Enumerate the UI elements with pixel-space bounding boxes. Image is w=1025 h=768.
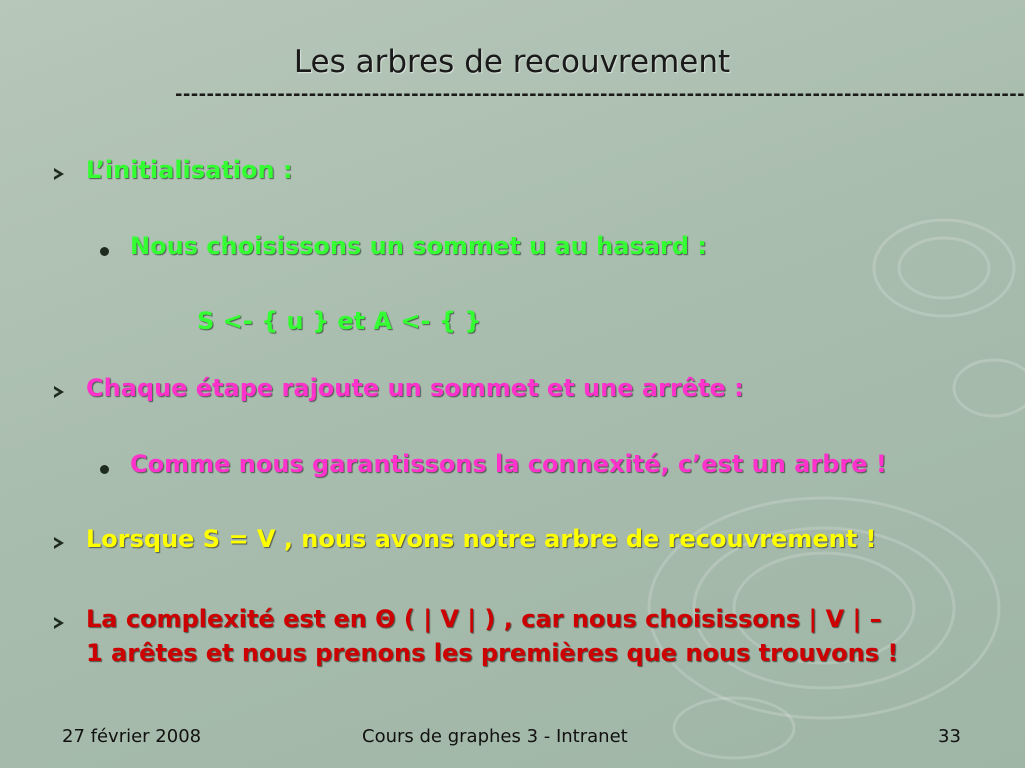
slide-title: Les arbres de recouvrement (293, 44, 731, 80)
bullet-when-s-equals-v: Lorsque S = V , nous avons notre arbre de recouvrement ! (86, 525, 877, 553)
footer-course: Cours de graphes 3 - Intranet (362, 726, 628, 747)
footer-date: 27 février 2008 (62, 726, 202, 747)
formula-initial-sets: S <- { u } et A <- { } (197, 307, 482, 335)
arrow-bullet-icon (54, 617, 64, 629)
subbullet-connectivity: Comme nous garantissons la connexité, c’est un arbre ! (130, 450, 887, 478)
arrow-bullet-icon (54, 168, 64, 180)
bullet-complexity-line1: La complexité est en Θ ( | V | ) , car nous choisissons | V | – (86, 605, 882, 633)
title-dashed-rule: ------------------------------------------------------------------------------------------------------------ (175, 84, 1025, 105)
bullet-initialisation: L’initialisation : (86, 156, 293, 184)
arrow-bullet-icon (54, 537, 64, 549)
footer-page-number: 33 (938, 726, 961, 747)
bullet-complexity-line2: 1 arêtes et nous prenons les premières que nous trouvons ! (86, 639, 899, 667)
bullet-each-step: Chaque étape rajoute un sommet et une arrête : (86, 374, 744, 402)
background-swirl-decoration (504, 208, 1024, 768)
round-bullet-icon (100, 247, 109, 256)
arrow-bullet-icon (54, 386, 64, 398)
round-bullet-icon (100, 465, 109, 474)
subbullet-choose-vertex: Nous choisissons un sommet u au hasard : (130, 232, 707, 260)
